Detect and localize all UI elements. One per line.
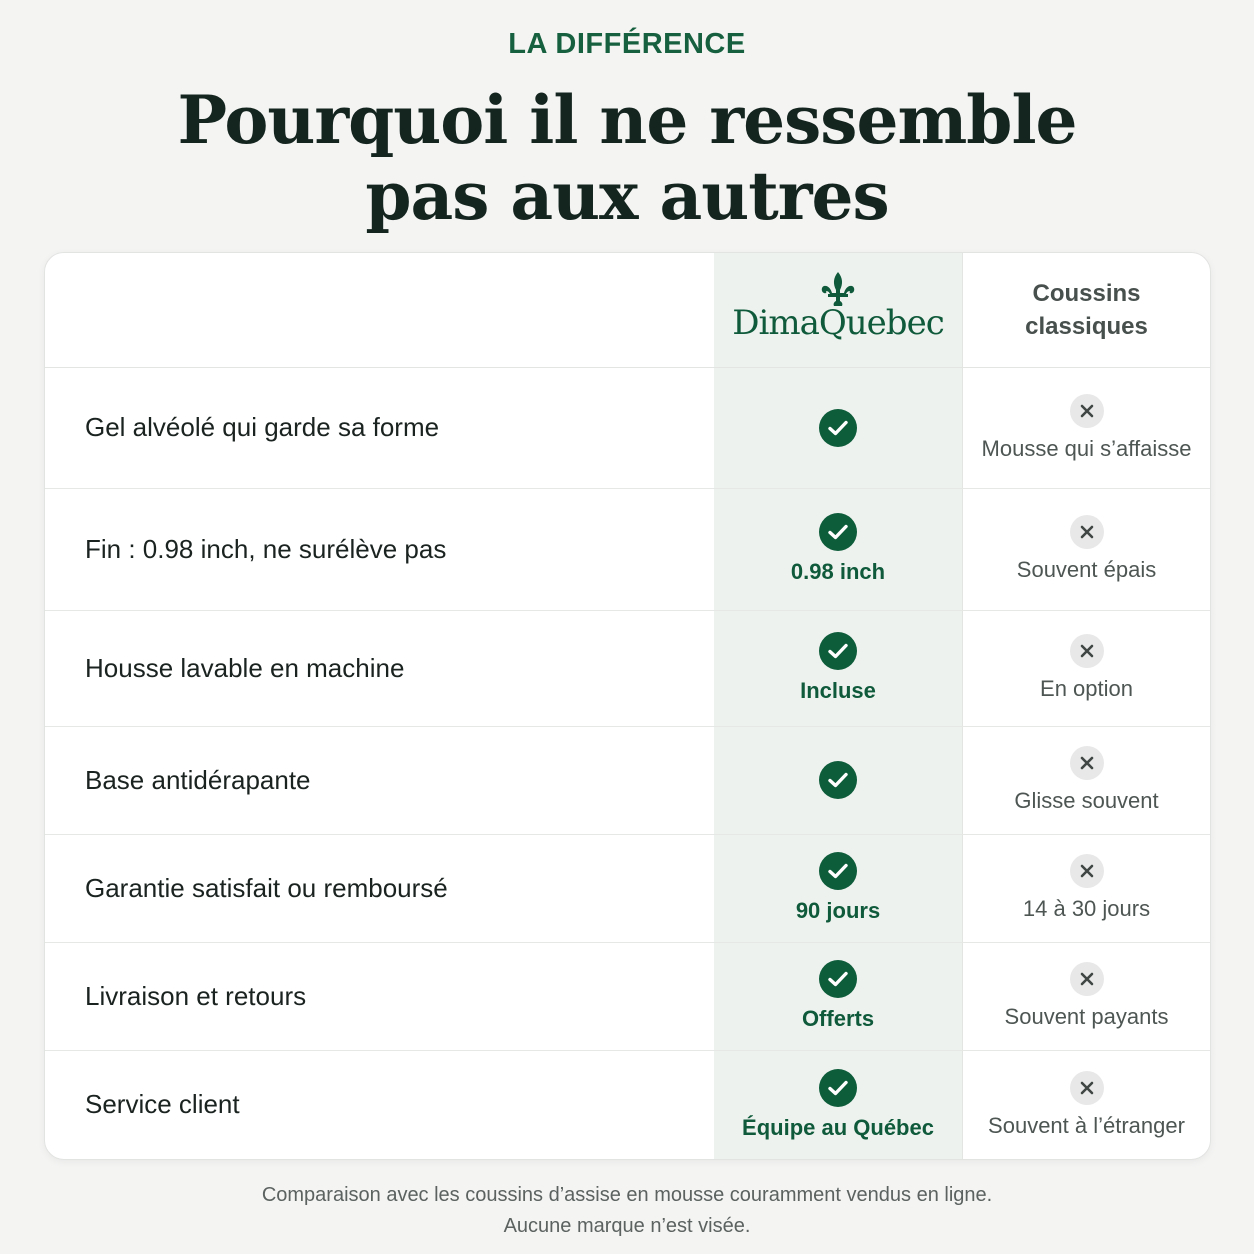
- table-row: [45, 367, 1210, 489]
- competitor-value: Glisse souvent: [1014, 788, 1159, 813]
- brand-cell: [714, 942, 962, 1050]
- eyebrow-label: LA DIFFÉRENCE: [508, 28, 746, 60]
- feature-label: Base antidérapante: [85, 764, 311, 795]
- comparison-table: [44, 252, 1211, 1160]
- check-icon: [819, 852, 857, 890]
- table-row: [45, 726, 1210, 835]
- feature-label: Garantie satisfait ou remboursé: [85, 872, 448, 903]
- feature-label: Service client: [85, 1089, 240, 1119]
- close-icon: [1070, 394, 1104, 428]
- close-icon: [1070, 746, 1104, 780]
- competitor-value: Souvent épais: [1016, 557, 1157, 582]
- brand-value: Incluse: [800, 678, 876, 703]
- table-row: [45, 610, 1210, 727]
- check-icon: [819, 761, 857, 799]
- footnote-line-1: Comparaison avec les coussins d’assise en mousse couramment vendus en ligne.: [261, 1184, 993, 1206]
- feature-label: Livraison et retours: [85, 980, 307, 1011]
- page-title-line-2: pas aux autres: [365, 157, 889, 235]
- fleur-de-lis-icon: [821, 271, 855, 307]
- check-icon: [819, 513, 857, 551]
- table-row: [45, 834, 1210, 943]
- competitor-cell: [963, 610, 1210, 726]
- competitor-value: En option: [1040, 676, 1133, 701]
- brand-name: DimaQuebec: [732, 303, 944, 343]
- table-row: [45, 488, 1210, 611]
- check-icon: [819, 632, 857, 670]
- close-icon: [1070, 1071, 1104, 1105]
- brand-value: Offerts: [801, 1006, 875, 1031]
- brand-cell: [714, 1050, 962, 1159]
- brand-cell: [714, 367, 962, 488]
- close-icon: [1070, 634, 1104, 668]
- brand-cell: [714, 610, 962, 726]
- competitor-cell: [963, 488, 1210, 610]
- brand-cell: [714, 726, 962, 834]
- close-icon: [1070, 515, 1104, 549]
- competitor-header-line-1: Coussins: [1032, 280, 1141, 307]
- brand-value: Équipe au Québec: [742, 1114, 934, 1140]
- feature-label: Fin : 0.98 inch, ne surélève pas: [85, 533, 447, 564]
- page-title: [0, 82, 1254, 234]
- brand-header: [714, 253, 962, 367]
- brand-cell: [714, 834, 962, 942]
- brand-cell: [714, 488, 962, 610]
- check-icon: [819, 1069, 857, 1107]
- close-icon: [1070, 854, 1104, 888]
- competitor-value: Mousse qui s’affaisse: [981, 435, 1192, 461]
- feature-label: Gel alvéolé qui garde sa forme: [85, 412, 440, 442]
- feature-label: Housse lavable en machine: [85, 652, 405, 683]
- competitor-cell: [963, 726, 1210, 834]
- competitor-value: 14 à 30 jours: [1022, 896, 1151, 921]
- table-row: [45, 1050, 1210, 1159]
- competitor-value: Souvent payants: [1004, 1004, 1169, 1029]
- check-icon: [819, 960, 857, 998]
- competitor-header: [963, 253, 1210, 367]
- competitor-value: Souvent à l’étranger: [988, 1112, 1185, 1138]
- page-title-line-1: Pourquoi il ne ressemble: [177, 81, 1077, 159]
- competitor-header-line-2: classiques: [1025, 313, 1148, 340]
- competitor-cell: [963, 834, 1210, 942]
- footnote-line-2: Aucune marque n’est visée.: [503, 1215, 751, 1237]
- footnote: [0, 1180, 1254, 1242]
- check-icon: [819, 409, 857, 447]
- brand-value: 90 jours: [795, 898, 881, 923]
- competitor-cell: [963, 367, 1210, 488]
- table-row: [45, 942, 1210, 1051]
- competitor-cell: [963, 942, 1210, 1050]
- brand-value: 0.98 inch: [790, 559, 886, 584]
- close-icon: [1070, 962, 1104, 996]
- competitor-cell: [963, 1050, 1210, 1159]
